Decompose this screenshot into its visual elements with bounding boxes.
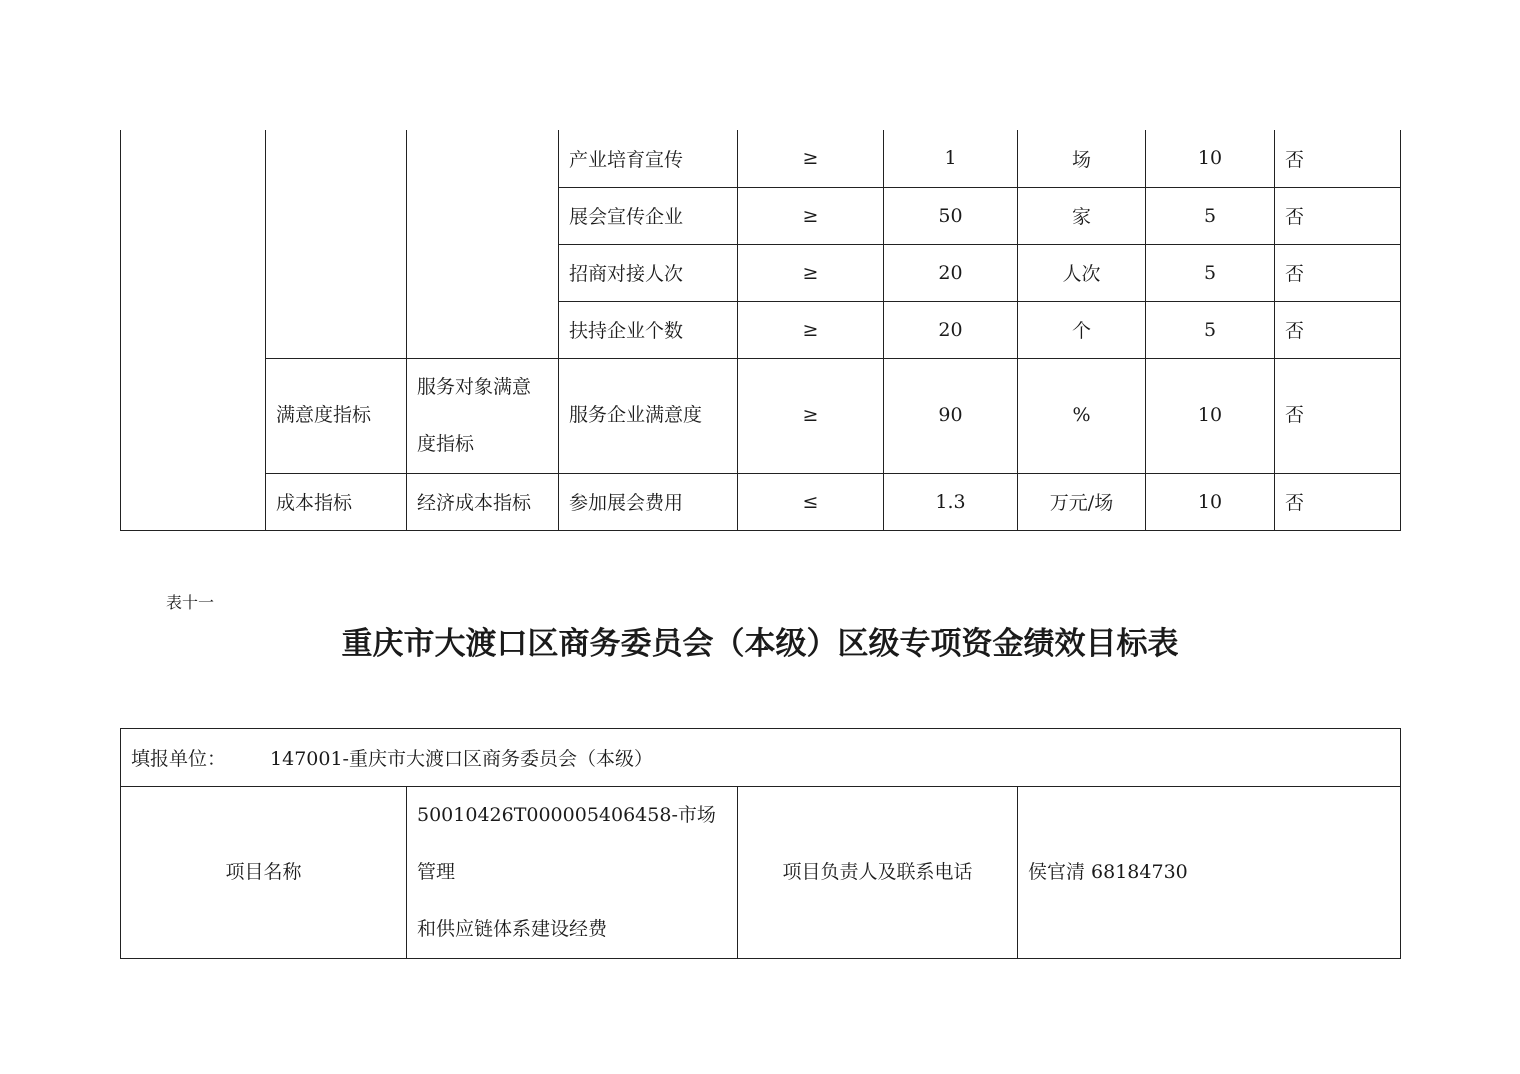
weight: 5 xyxy=(1146,187,1275,244)
page-title: 重庆市大渡口区商务委员会（本级）区级专项资金绩效目标表 xyxy=(341,626,1179,662)
level1-cell xyxy=(121,130,266,530)
filling-unit-label: 填报单位： xyxy=(131,748,227,770)
unit: % xyxy=(1018,358,1146,473)
weight: 10 xyxy=(1146,130,1275,187)
unit: 家 xyxy=(1018,187,1146,244)
indicator-name: 展会宣传企业 xyxy=(559,187,738,244)
operator: ≤ xyxy=(738,473,884,530)
core-flag: 否 xyxy=(1275,244,1401,301)
core-flag: 否 xyxy=(1275,358,1401,473)
level3-line: 度指标 xyxy=(417,432,475,455)
weight: 10 xyxy=(1146,473,1275,530)
target-value: 1.3 xyxy=(884,473,1018,530)
unit: 场 xyxy=(1018,130,1146,187)
core-flag: 否 xyxy=(1275,301,1401,358)
target-value: 20 xyxy=(884,244,1018,301)
level3-cell xyxy=(407,130,559,358)
unit: 万元/场 xyxy=(1018,473,1146,530)
table-row xyxy=(121,787,1401,959)
unit: 个 xyxy=(1018,301,1146,358)
table-number-note: 表十一 xyxy=(166,593,215,612)
indicator-name: 产业培育宣传 xyxy=(559,130,738,187)
indicator-name: 服务企业满意度 xyxy=(559,358,738,473)
level2-cell xyxy=(266,130,407,358)
level2-cell: 成本指标 xyxy=(266,473,407,530)
level3-line: 服务对象满意 xyxy=(417,375,532,398)
performance-indicator-table xyxy=(120,130,1401,531)
project-name-line: 和供应链体系建设经费 xyxy=(417,918,608,940)
core-flag: 否 xyxy=(1275,187,1401,244)
project-name-value xyxy=(407,787,738,959)
indicator-name: 参加展会费用 xyxy=(559,473,738,530)
indicator-name: 扶持企业个数 xyxy=(559,301,738,358)
core-flag: 否 xyxy=(1275,130,1401,187)
target-value: 50 xyxy=(884,187,1018,244)
filling-unit-value: 147001-重庆市大渡口区商务委员会（本级） xyxy=(270,748,653,770)
weight: 5 xyxy=(1146,301,1275,358)
operator: ≥ xyxy=(738,130,884,187)
target-value: 20 xyxy=(884,301,1018,358)
weight: 10 xyxy=(1146,358,1275,473)
operator: ≥ xyxy=(738,358,884,473)
project-name-line: 50010426T000005406458-市场管理 xyxy=(417,804,716,883)
level2-cell: 满意度指标 xyxy=(266,358,407,473)
contact-value: 侯官清 68184730 xyxy=(1018,787,1401,959)
weight: 5 xyxy=(1146,244,1275,301)
target-value: 1 xyxy=(884,130,1018,187)
table-row xyxy=(121,130,1401,187)
indicator-name: 招商对接人次 xyxy=(559,244,738,301)
level3-cell: 经济成本指标 xyxy=(407,473,559,530)
core-flag: 否 xyxy=(1275,473,1401,530)
unit: 人次 xyxy=(1018,244,1146,301)
target-value: 90 xyxy=(884,358,1018,473)
table-row xyxy=(121,729,1401,787)
project-info-table xyxy=(120,728,1401,959)
operator: ≥ xyxy=(738,244,884,301)
contact-label: 项目负责人及联系电话 xyxy=(738,787,1018,959)
table-row xyxy=(121,358,1401,473)
project-name-label: 项目名称 xyxy=(121,787,407,959)
operator: ≥ xyxy=(738,301,884,358)
table-row xyxy=(121,473,1401,530)
level3-cell xyxy=(407,358,559,473)
operator: ≥ xyxy=(738,187,884,244)
filling-unit-cell xyxy=(121,729,1401,787)
